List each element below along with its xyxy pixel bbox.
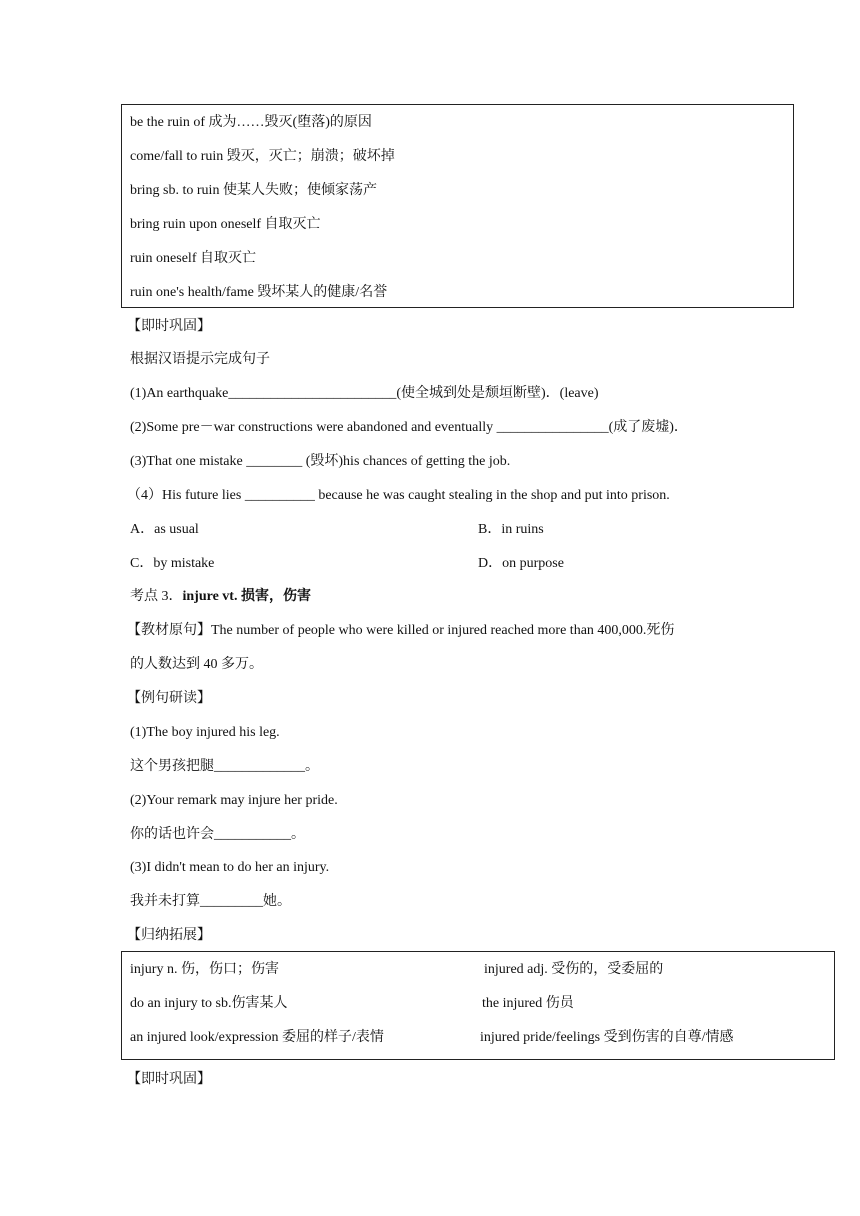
source-text: The number of people who were killed or injured reached more than 400,000.死伤 [211,623,675,638]
point-heading [130,588,311,606]
extension-item: injury n. 伤，伤口；伤害 [130,962,279,977]
option-c: C．by mistake [130,556,215,571]
option-b: B．in ruins [478,522,544,537]
section-heading: 【即时巩固】 [127,319,211,334]
examples-heading: 【例句研读】 [127,691,211,706]
source-text-cont: 的人数达到 40 多万。 [130,657,263,672]
example-3-en: (3)I didn't mean to do her an injury. [130,860,330,875]
phrase-line: bring sb. to ruin 使某人失败；使倾家荡产 [130,183,377,198]
extension-item: an injured look/expression 委屈的样子/表情 [130,1030,384,1045]
phrase-line: be the ruin of 成为……毁灭(堕落)的原因 [130,115,372,130]
phrase-line: bring ruin upon oneself 自取灭亡 [130,217,321,232]
example-2-en: (2)Your remark may injure her pride. [130,793,338,808]
question-4: （4）His future lies __________ because he was caught stealing in the shop and put into prison. [127,488,670,503]
extension-item: injured pride/feelings 受到伤害的自尊/情感 [480,1030,734,1045]
phrase-line: come/fall to ruin 毁灭，灭亡；崩溃；破坏掉 [130,149,395,164]
point-prefix: 考点 3． [130,589,183,604]
question-1: (1)An earthquake________________________(使全城到处是颓垣断壁)．(leave) [130,386,599,401]
extension-box-injure [121,951,835,1060]
example-1-cn: 这个男孩把腿_____________。 [130,759,319,774]
question-3: (3)That one mistake ________ (毁坏)his chances of getting the job. [130,454,511,469]
instruction-text: 根据汉语提示完成句子 [130,352,270,367]
option-a: A．as usual [130,522,199,537]
section-heading: 【即时巩固】 [127,1072,211,1087]
example-3-cn: 我并未打算_________她。 [130,894,291,909]
phrase-line: ruin oneself 自取灭亡 [130,251,256,266]
phrase-box-ruin [121,104,794,308]
extend-heading: 【归纳拓展】 [127,928,211,943]
extension-item: injured adj. 受伤的，受委屈的 [484,962,664,977]
source-sentence [127,622,674,640]
example-2-cn: 你的话也许会___________。 [130,827,305,842]
question-2: (2)Some pre－war constructions were abandoned and eventually ________________(成了废墟)． [130,420,688,435]
phrase-line: ruin one's health/fame 毁坏某人的健康/名誉 [130,285,388,300]
extension-item: do an injury to sb.伤害某人 [130,996,288,1011]
example-1-en: (1)The boy injured his leg. [130,725,280,740]
point-title: injure vt. 损害，伤害 [182,589,311,604]
source-label: 【教材原句】 [127,623,211,638]
extension-item: the injured 伤员 [482,996,574,1011]
option-d: D．on purpose [478,556,564,571]
